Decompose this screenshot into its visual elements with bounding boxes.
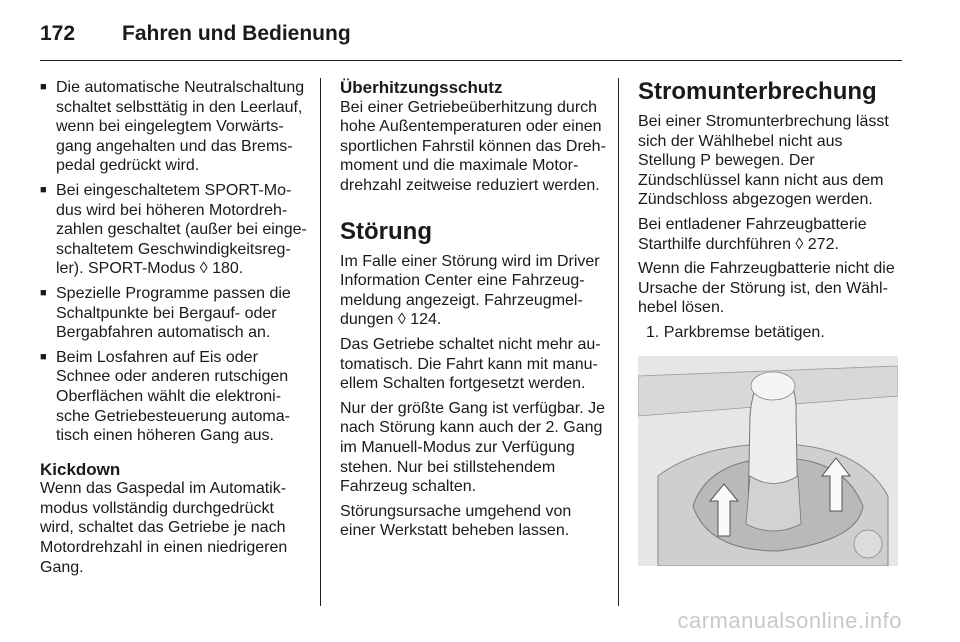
list-item: ■ Die automatische Neutralschaltung schaltet selbsttätig in den Leerlauf, wenn bei eingelegtem Vorwärtsgang angehalten und das Bremspedal gedrückt wird. [40, 78, 308, 176]
kickdown-heading: Kickdown [40, 459, 121, 479]
strom-paragraph-3: Wenn die Fahrzeugbatterie nicht die Ursache der Störung ist, den Wählhebel lösen. [638, 260, 895, 317]
page-number: 172 [40, 22, 76, 45]
strom-heading: Stromunterbrechung [638, 78, 877, 105]
gear-lever-illustration [638, 356, 898, 566]
stoerung-paragraph-2: Das Getriebe schaltet nicht mehr automatisch. Die Fahrt kann mit manuellem Schalten fortgesetzt werden. [340, 335, 601, 393]
column-2 [340, 78, 606, 546]
column-divider-2 [618, 78, 619, 606]
stoerung-paragraph-3: Nur der größte Gang ist verfügbar. Je nach Störung kann auch der 2. Gang im Manuell-Modus zur Verfügung stehen. Nur bei stillstehendem Fahrzeug schalten. [340, 399, 606, 496]
chapter-title: Fahren und Bedienung [122, 22, 351, 45]
column-divider-1 [320, 78, 321, 606]
stoerung-paragraph-4: Störungsursache umgehend von einer Werkstatt beheben lassen. [340, 502, 572, 540]
feature-list [40, 78, 308, 446]
column-1 [40, 78, 308, 582]
overheat-heading: Überhitzungsschutz [340, 78, 503, 97]
stoerung-heading: Störung [340, 217, 432, 245]
step-1: 1. Parkbremse betätigen. [646, 323, 825, 341]
header-rule [40, 60, 902, 61]
watermark: carmanualsonline.info [677, 608, 902, 633]
column-3 [638, 78, 904, 571]
list-item: ■ Spezielle Programme passen die Schaltpunkte bei Bergauf- oder Bergabfahren automatisch an. [40, 284, 308, 343]
page-header [40, 22, 351, 50]
list-item: ■ Bei eingeschaltetem SPORT-Modus wird bei höheren Motordrehzahlen geschaltet (außer bei eingeschaltetem Geschwindigkeitsregler). SPORT-Modus ◊ 180. [40, 181, 308, 279]
strom-paragraph-2: Bei entladener Fahrzeugbatterie Starthilfe durchführen ◊ 272. [638, 215, 867, 253]
list-item: ■ Beim Losfahren auf Eis oder Schnee oder anderen rutschigen Oberflächen wählt die elektronische Getriebesteuerung automatisch einen höheren Gang aus. [40, 348, 308, 446]
strom-paragraph-1: Bei einer Stromunterbrechung lässt sich der Wählhebel nicht aus Stellung P bewegen. Der Zündschlüssel kann nicht aus dem Zündschloss abgezogen werden. [638, 113, 889, 209]
kickdown-text: Wenn das Gaspedal im Automatikmodus vollständig durchgedrückt wird, schaltet das Getriebe je nach Motordrehzahl in einen niedrigeren Gang. [40, 480, 288, 576]
stoerung-paragraph-1: Im Falle einer Störung wird im Driver Information Center eine Fahrzeugmeldung angezeigt. Fahrzeugmeldungen ◊ 124. [340, 252, 600, 329]
overheat-text: Bei einer Getriebeüberhitzung durch hohe Außentemperaturen oder einen sportlichen Fahrstil können das Drehmoment und die maximale Motordrehzahl zeitweise reduziert werden. [340, 98, 606, 194]
